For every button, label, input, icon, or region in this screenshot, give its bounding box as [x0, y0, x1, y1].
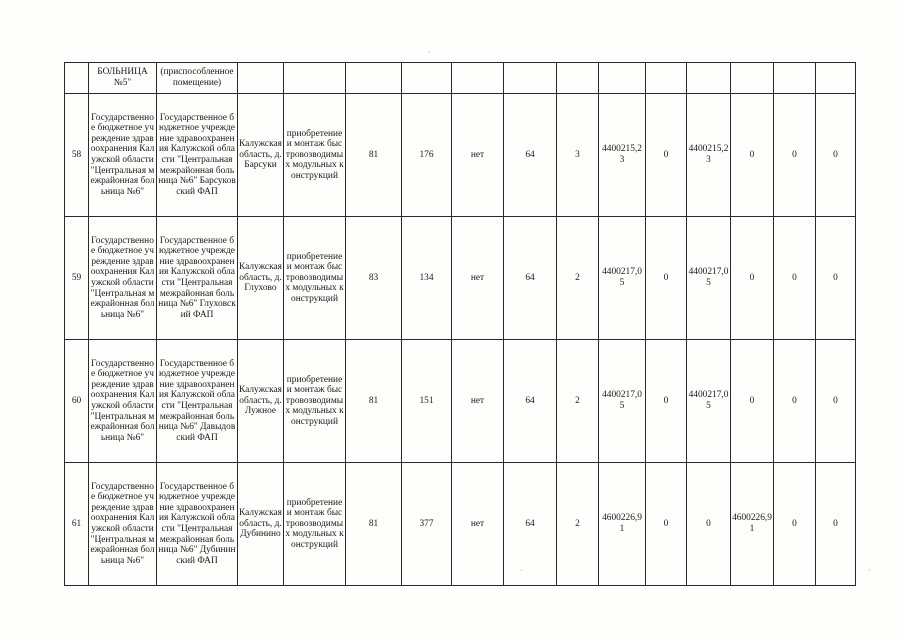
row-number: 59	[65, 217, 89, 340]
value-cell: 0	[774, 463, 816, 586]
value-cell: 0	[646, 340, 687, 463]
institution-cell: Государственное бюджетное учреждение здравоохранения Калужской области "Центральная межрайонная больница №6"	[89, 463, 157, 586]
cell-empty	[346, 63, 402, 94]
scan-speck: ·	[868, 566, 871, 575]
value-cell: 0	[774, 217, 816, 340]
value-cell: 4400217,05	[687, 340, 731, 463]
value-cell: 4600226,91	[731, 463, 774, 586]
institution-cell: Государственное бюджетное учреждение здравоохранения Калужской области "Центральная межрайонная больница №6"	[89, 217, 157, 340]
value-cell: нет	[452, 340, 504, 463]
object-cell: Государственное бюджетное учреждение здравоохранения Калужской области "Центральная межрайонная больница №6" Глуховский ФАП	[157, 217, 238, 340]
value-cell: 4400215,23	[687, 94, 731, 217]
row-number: 60	[65, 340, 89, 463]
activity-cell: приобретение и монтаж быстровозводимых модульных конструкций	[284, 217, 346, 340]
scan-speck: ·	[520, 566, 523, 575]
table-row	[65, 463, 856, 586]
object-cell: Государственное бюджетное учреждение здравоохранения Калужской области "Центральная межрайонная больница №6" Барсуковский ФАП	[157, 94, 238, 217]
value-cell: 4400215,23	[599, 94, 646, 217]
object-cell: Государственное бюджетное учреждение здравоохранения Калужской области "Центральная межрайонная больница №6" Давыдовский ФАП	[157, 340, 238, 463]
value-cell: 0	[816, 217, 856, 340]
table-row	[65, 217, 856, 340]
value-cell: 64	[504, 340, 557, 463]
table-row	[65, 340, 856, 463]
location-cell: Калужская область, д. Дубинино	[238, 463, 284, 586]
cell-empty	[774, 63, 816, 94]
table-row	[65, 94, 856, 217]
value-cell: нет	[452, 217, 504, 340]
value-cell: 377	[402, 463, 452, 586]
institution-cell: Государственное бюджетное учреждение здравоохранения Калужской области "Центральная межрайонная больница №6"	[89, 94, 157, 217]
value-cell: 2	[557, 463, 599, 586]
row-number: 58	[65, 94, 89, 217]
value-cell: 0	[646, 217, 687, 340]
value-cell: 0	[816, 340, 856, 463]
value-cell: 0	[731, 94, 774, 217]
cell-empty	[557, 63, 599, 94]
value-cell: 151	[402, 340, 452, 463]
value-cell: нет	[452, 94, 504, 217]
cell-institution-tail: БОЛЬНИЦА №5"	[89, 63, 157, 94]
cell-empty	[402, 63, 452, 94]
value-cell: 3	[557, 94, 599, 217]
value-cell: 0	[816, 463, 856, 586]
value-cell: 0	[731, 340, 774, 463]
cell-empty	[284, 63, 346, 94]
cell-empty	[687, 63, 731, 94]
row-number: 61	[65, 463, 89, 586]
value-cell: 0	[774, 94, 816, 217]
activity-cell: приобретение и монтаж быстровозводимых модульных конструкций	[284, 463, 346, 586]
value-cell: 176	[402, 94, 452, 217]
value-cell: 0	[687, 463, 731, 586]
cell-empty	[816, 63, 856, 94]
value-cell: 64	[504, 94, 557, 217]
value-cell: нет	[452, 463, 504, 586]
scan-speck: ·	[428, 48, 431, 57]
location-cell: Калужская область, д. Глухово	[238, 217, 284, 340]
value-cell: 83	[346, 217, 402, 340]
institution-cell: Государственное бюджетное учреждение здравоохранения Калужской области "Центральная межрайонная больница №6"	[89, 340, 157, 463]
object-cell: Государственное бюджетное учреждение здравоохранения Калужской области "Центральная межрайонная больница №6" Дубининский ФАП	[157, 463, 238, 586]
value-cell: 0	[816, 94, 856, 217]
hospital-table	[64, 62, 856, 586]
value-cell: 4400217,05	[599, 217, 646, 340]
value-cell: 134	[402, 217, 452, 340]
activity-cell: приобретение и монтаж быстровозводимых модульных конструкций	[284, 94, 346, 217]
cell-object-tail: (приспособленное помещение)	[157, 63, 238, 94]
value-cell: 0	[646, 463, 687, 586]
value-cell: 0	[774, 340, 816, 463]
cell-empty	[238, 63, 284, 94]
cell-empty	[599, 63, 646, 94]
value-cell: 2	[557, 217, 599, 340]
value-cell: 81	[346, 94, 402, 217]
location-cell: Калужская область, д. Лужное	[238, 340, 284, 463]
cell-empty	[646, 63, 687, 94]
cell-empty	[731, 63, 774, 94]
cell-empty	[452, 63, 504, 94]
value-cell: 4400217,05	[599, 340, 646, 463]
value-cell: 0	[731, 217, 774, 340]
value-cell: 4400217,05	[687, 217, 731, 340]
value-cell: 2	[557, 340, 599, 463]
value-cell: 0	[646, 94, 687, 217]
cell-empty	[65, 63, 89, 94]
value-cell: 64	[504, 217, 557, 340]
value-cell: 64	[504, 463, 557, 586]
value-cell: 81	[346, 340, 402, 463]
location-cell: Калужская область, д. Барсуки	[238, 94, 284, 217]
continuation-row	[65, 63, 856, 94]
value-cell: 81	[346, 463, 402, 586]
activity-cell: приобретение и монтаж быстровозводимых модульных конструкций	[284, 340, 346, 463]
cell-empty	[504, 63, 557, 94]
value-cell: 4600226,91	[599, 463, 646, 586]
